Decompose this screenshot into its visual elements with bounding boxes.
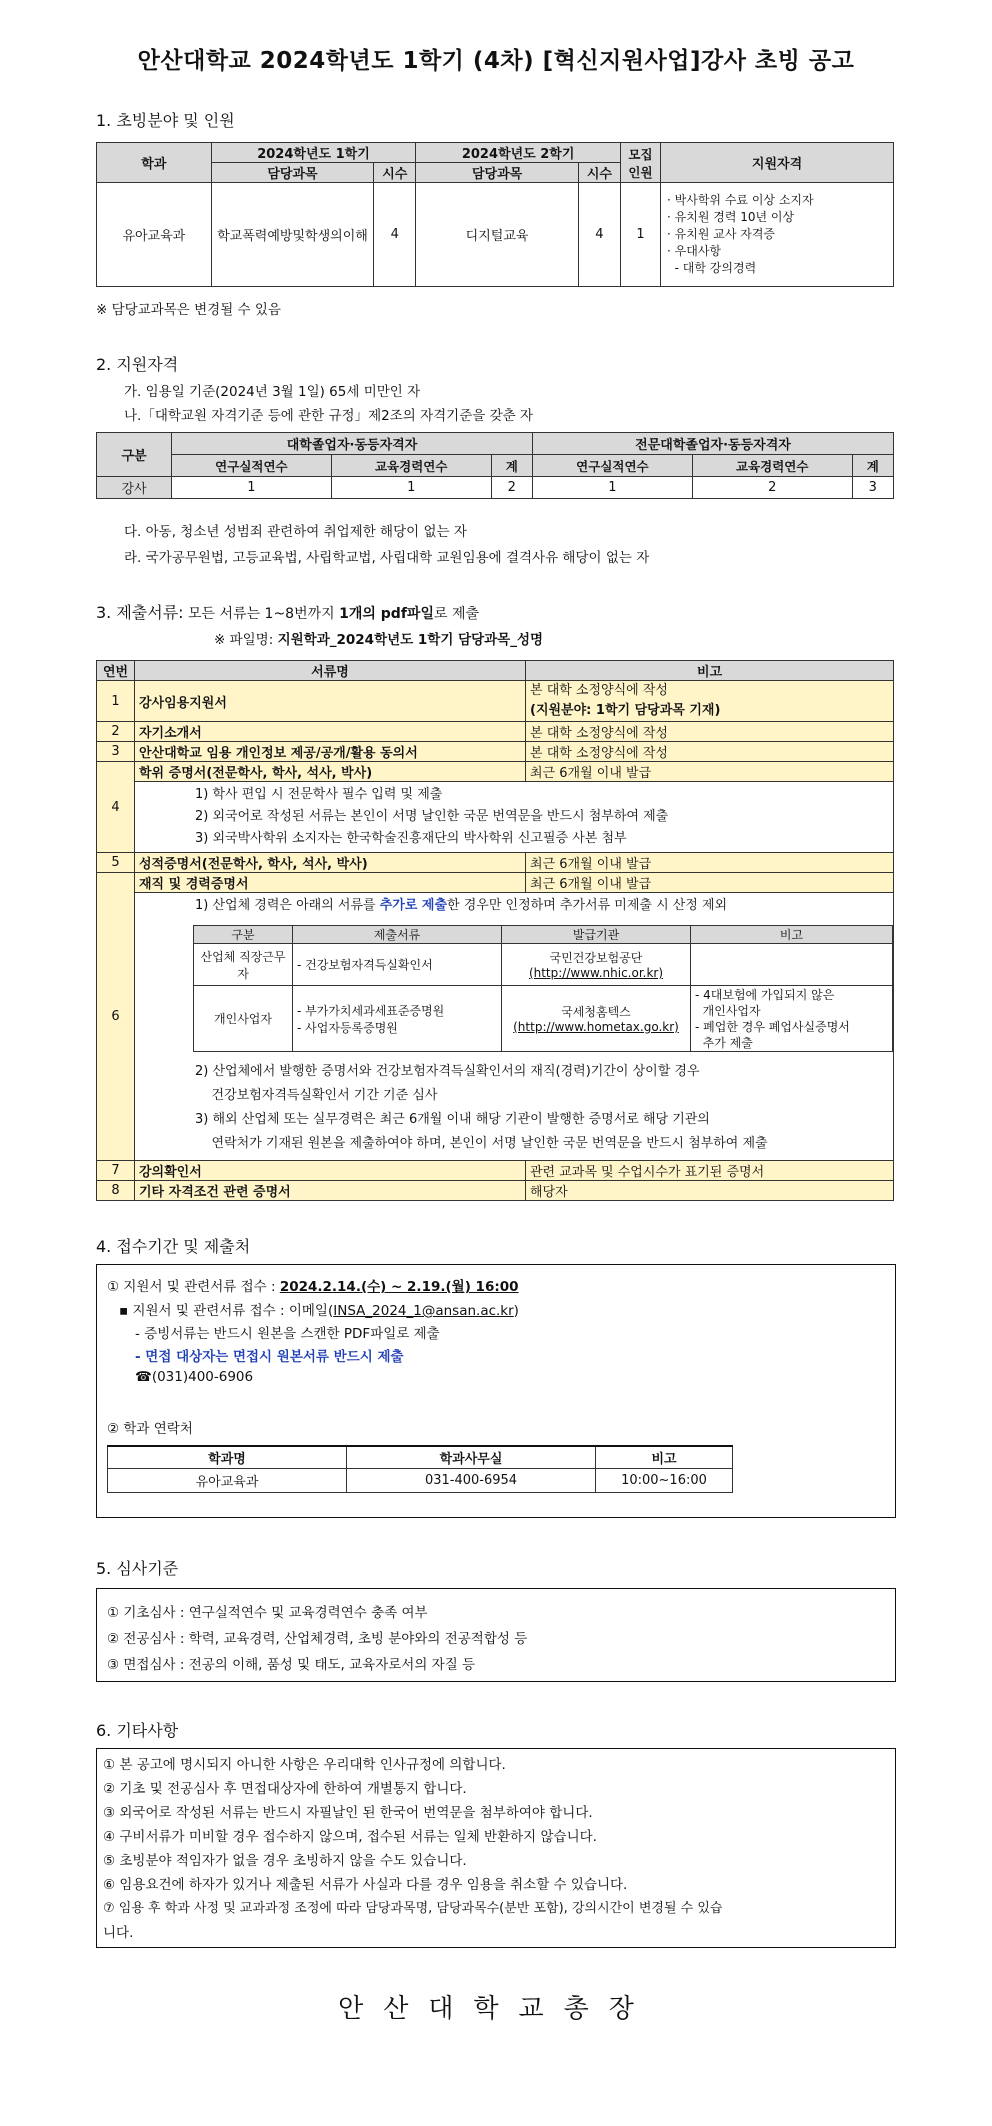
other-box (96, 1748, 896, 1948)
section-3-heading (96, 600, 479, 623)
s6-line7b: 니다. (103, 1925, 134, 1941)
r6-n2a: 2) 산업체에서 발행한 증명서와 건강보험자격득실확인서의 재직(경력)기간이 상이할 경우 (195, 1064, 700, 1079)
r6-doc: 재직 및 경력증명서 (135, 873, 526, 893)
s6-line7a: ⑦ 임용 후 학과 사정 및 교과과정 조정에 따라 담당과목명, 담당과목수(분반 포함), 강의시간이 변경될 수 있습 (103, 1901, 723, 1916)
h-no: 연번 (97, 661, 135, 681)
r4-note: 2) 외국어로 작성된 서류는 본인이 서명 날인한 국문 번역문을 반드시 첨부하여 제출 (195, 809, 669, 824)
r1-no: 1 (97, 681, 135, 722)
r8-no: 8 (97, 1181, 135, 1201)
industry-docs-table (193, 925, 893, 1052)
h-hours1: 시수 (374, 163, 416, 183)
section-1-heading: 1. 초빙분야 및 인원 (96, 111, 235, 130)
h-type: 구분 (97, 433, 172, 477)
r4-doc: 학위 증명서(전문학사, 학사, 석사, 박사) (135, 762, 526, 782)
qual-item: · 유치원 교사 자격증 (667, 227, 776, 241)
cell-hours2: 4 (578, 183, 620, 287)
r2-no: 2 (97, 722, 135, 742)
s4-line1 (107, 1275, 519, 1295)
r5-doc: 성적증명서(전문학사, 학사, 석사, 박사) (135, 853, 526, 873)
documents-table (96, 660, 894, 1201)
submission-box (96, 1264, 896, 1518)
r3-remark: 본 대학 소정양식에 작성 (526, 742, 894, 762)
section-6-heading: 6. 기타사항 (96, 1721, 179, 1740)
ih-agency: 발급기관 (502, 926, 691, 944)
qual-item: - 대학 강의경력 (667, 261, 757, 275)
r6-n1c: 한 경우만 인정하며 추가서류 미제출 시 산정 제외 (447, 898, 728, 913)
r2-doc: 자기소개서 (135, 722, 526, 742)
email-link[interactable]: INSA_2024_1@ansan.ac.kr (333, 1303, 514, 1319)
s4-l2c: ) (513, 1303, 519, 1319)
h-research: 연구실적연수 (172, 455, 332, 477)
r6-remark: 최근 6개월 이내 발급 (526, 873, 894, 893)
h-dept: 학과 (97, 143, 212, 183)
s6-line2: ② 기초 및 전공심사 후 면접대상자에 한하여 개별통지 합니다. (103, 1781, 467, 1797)
h-college: 전문대학졸업자·동등자격자 (533, 433, 894, 455)
s4-l1a: ① 지원서 및 관련서류 접수 : (107, 1279, 280, 1295)
h-edu: 교육경력연수 (331, 455, 491, 477)
r4-no: 4 (97, 762, 135, 853)
s1-note: ※ 담당교과목은 변경될 수 있음 (96, 302, 281, 318)
qual-item: · 유치원 경력 10년 이상 (667, 210, 795, 224)
s6-line3: ③ 외국어로 작성된 서류는 반드시 자필날인 된 한국어 번역문을 첨부하여야 합니다. (103, 1805, 593, 1821)
s3-heading-d: 로 제출 (433, 606, 480, 622)
s5-line2: ② 전공심사 : 학력, 교육경력, 산업체경력, 초빙 분야와의 전공적합성 등 (107, 1631, 528, 1647)
cell-v1: 1 (172, 477, 332, 499)
cell-v3: 2 (491, 477, 532, 499)
r4-notes (135, 782, 894, 853)
i2-agency (502, 986, 691, 1052)
cell-v4: 1 (533, 477, 693, 499)
r7-remark: 관련 교과목 및 수업시수가 표기된 증명서 (526, 1161, 894, 1181)
s3-heading-b: 모든 서류는 1~8번까지 (183, 606, 340, 622)
h-sem1: 2024학년도 1학기 (211, 143, 416, 163)
h-sem2: 2024학년도 2학기 (416, 143, 621, 163)
ih-remark: 비고 (691, 926, 893, 944)
i2-rem: - 4대보험에 가입되지 않은 (695, 987, 835, 1002)
s4-l2a: ▪ 지원서 및 관련서류 접수 : 이메일( (119, 1303, 334, 1319)
s3-heading-a: 3. 제출서류: (96, 603, 184, 622)
h-edu2: 교육경력연수 (692, 455, 852, 477)
cell-course2: 디지털교육 (416, 183, 579, 287)
i2-agency-name: 국세청홈텍스 (561, 1005, 631, 1019)
review-box (96, 1588, 896, 1682)
qualification-table (96, 432, 894, 499)
s4-l1b: 2024.2.14.(수) ~ 2.19.(월) 16:00 (279, 1279, 519, 1295)
page-title: 안산대학교 2024학년도 1학기 (4차) [혁신지원사업]강사 초빙 공고 (137, 48, 855, 74)
s6-line5: ⑤ 초빙분야 적임자가 없을 경우 초빙하지 않을 수도 있습니다. (103, 1853, 467, 1869)
i1-type: 산업체 직장근무자 (194, 944, 293, 986)
h-remark4: 비고 (596, 1446, 733, 1468)
s4-line6: ② 학과 연락처 (107, 1421, 193, 1437)
i2-doc: - 부가가치세과세표준증명원 (297, 1003, 445, 1018)
h-doc: 서류명 (135, 661, 526, 681)
i1-docs: - 건강보험자격득실확인서 (293, 944, 502, 986)
s6-line6: ⑥ 임용요건에 하자가 있거나 제출된 서류가 사실과 다를 경우 임용을 취소할 수 있습니다. (103, 1877, 628, 1893)
r6-n3b: 연락처가 기재된 원본을 제출하여야 하며, 본인이 서명 날인한 국문 번역문을 반드시 첨부하여 제출 (195, 1136, 768, 1151)
h-course2: 담당과목 (416, 163, 579, 183)
s4-line4: - 면접 대상자는 면접시 원본서류 반드시 제출 (135, 1349, 404, 1365)
i2-rem: 추가 제출 (695, 1035, 753, 1050)
section-5-heading: 5. 심사기준 (96, 1559, 179, 1578)
i2-docs (293, 986, 502, 1052)
r7-no: 7 (97, 1161, 135, 1181)
cell-v5: 2 (692, 477, 852, 499)
s4-line2 (119, 1299, 519, 1319)
h-research2: 연구실적연수 (533, 455, 693, 477)
s3-file-a: ※ 파일명: (214, 632, 278, 648)
cell-recruit: 1 (620, 183, 660, 287)
r3-doc: 안산대학교 임용 개인정보 제공/공개/활용 동의서 (135, 742, 526, 762)
r6-notes (135, 893, 894, 1161)
r7-doc: 강의확인서 (135, 1161, 526, 1181)
h-remark: 비고 (526, 661, 894, 681)
h-dept-name: 학과명 (108, 1446, 347, 1468)
issuer-signature: 안산대학교총장 (338, 1994, 654, 2024)
i1-agency-url[interactable]: (http://www.nhic.or.kr) (528, 966, 664, 980)
r4-note: 3) 외국박사학위 소지자는 한국학술진흥재단의 박사학위 신고필증 사본 첨부 (195, 831, 627, 846)
contact-hours: 10:00~16:00 (596, 1468, 733, 1492)
i2-doc: - 사업자등록증명원 (297, 1020, 398, 1035)
s2-item-c: 다. 아동, 청소년 성범죄 관련하여 취업제한 해당이 없는 자 (124, 524, 467, 540)
cell-type: 강사 (97, 477, 172, 499)
s3-file-b: 지원학과_2024학년도 1학기 담당과목_성명 (277, 632, 544, 648)
s2-item-b: 나.「대학교원 자격기준 등에 관한 규정」제2조의 자격기준을 갖춘 자 (124, 408, 533, 424)
i2-remark (691, 986, 893, 1052)
r8-remark: 해당자 (526, 1181, 894, 1201)
qual-item: · 우대사항 (667, 244, 722, 258)
cell-v2: 1 (331, 477, 491, 499)
cell-v6: 3 (852, 477, 893, 499)
contact-phone: 031-400-6954 (347, 1468, 596, 1492)
r6-n2b: 건강보험자격득실확인서 기간 기준 심사 (195, 1088, 438, 1103)
cell-dept: 유아교육과 (97, 183, 212, 287)
h-office: 학과사무실 (347, 1446, 596, 1468)
r6-no: 6 (97, 873, 135, 1161)
s4-line3: - 증빙서류는 반드시 원본을 스캔한 PDF파일로 제출 (135, 1326, 440, 1342)
s3-filename (214, 628, 543, 648)
s6-line4: ④ 구비서류가 미비할 경우 접수하지 않으며, 접수된 서류는 일체 반환하지 않습니다. (103, 1829, 597, 1845)
ih-type: 구분 (194, 926, 293, 944)
s4-phone: ☎(031)400-6906 (135, 1369, 254, 1385)
r6-note1 (195, 895, 893, 917)
i1-agency-name: 국민건강보험공단 (549, 951, 643, 965)
r6-note2 (195, 1060, 893, 1156)
i1-agency (502, 944, 691, 986)
s2-item-a: 가. 임용일 기준(2024년 3월 1일) 65세 미만인 자 (124, 384, 421, 400)
s5-line1: ① 기초심사 : 연구실적연수 및 교육경력연수 충족 여부 (107, 1605, 428, 1621)
h-qual: 지원자격 (661, 143, 894, 183)
s5-line3: ③ 면접심사 : 전공의 이해, 품성 및 태도, 교육자로서의 자질 등 (107, 1657, 476, 1673)
cell-qualifications (661, 183, 894, 287)
section-4-heading: 4. 접수기간 및 제출처 (96, 1237, 251, 1256)
r3-no: 3 (97, 742, 135, 762)
r5-no: 5 (97, 853, 135, 873)
r5-remark: 최근 6개월 이내 발급 (526, 853, 894, 873)
i2-rem: - 폐업한 경우 폐업사실증명서 (695, 1019, 850, 1034)
r1-doc: 강사임용지원서 (135, 681, 526, 722)
r4-remark: 최근 6개월 이내 발급 (526, 762, 894, 782)
h-recruit: 모집인원 (620, 143, 660, 183)
r4-note: 1) 학사 편입 시 전문학사 필수 입력 및 제출 (195, 787, 443, 802)
h-univ: 대학졸업자·동등자격자 (172, 433, 533, 455)
section-2-heading: 2. 지원자격 (96, 355, 179, 374)
contact-table (107, 1445, 733, 1493)
cell-course1: 학교폭력예방및학생의이해 (211, 183, 374, 287)
s2-item-d: 라. 국가공무원법, 고등교육법, 사립학교법, 사립대학 교원임용에 결격사유 해당이 없는 자 (124, 550, 650, 566)
contact-dept: 유아교육과 (108, 1468, 347, 1492)
r1-rem1: 본 대학 소정양식에 작성 (530, 683, 668, 698)
s6-line1: ① 본 공고에 명시되지 아니한 사항은 우리대학 인사규정에 의합니다. (103, 1757, 506, 1773)
cell-hours1: 4 (374, 183, 416, 287)
r1-rem2: (지원분야: 1학기 담당과목 기재) (530, 703, 721, 718)
i2-agency-url[interactable]: (http://www.hometax.go.kr) (513, 1020, 679, 1034)
r6-n1a: 1) 산업체 경력은 아래의 서류를 (195, 898, 380, 913)
i1-remark (691, 944, 893, 986)
r6-n1b: 추가로 제출 (379, 898, 448, 913)
r8-doc: 기타 자격조건 관련 증명서 (135, 1181, 526, 1201)
recruit-table (96, 142, 894, 287)
qual-item: · 박사학위 수료 이상 소지자 (667, 193, 814, 207)
r6-n3a: 3) 해외 산업체 또는 실무경력은 최근 6개월 이내 해당 기관이 발행한 증명서로 해당 기관의 (195, 1112, 710, 1127)
s3-heading-c: 1개의 pdf파일 (339, 606, 434, 622)
r1-remark (526, 681, 894, 722)
h-total: 계 (491, 455, 532, 477)
r2-remark: 본 대학 소정양식에 작성 (526, 722, 894, 742)
h-total2: 계 (852, 455, 893, 477)
h-hours2: 시수 (578, 163, 620, 183)
i2-type: 개인사업자 (194, 986, 293, 1052)
i2-rem: 개인사업자 (695, 1003, 761, 1018)
ih-docs: 제출서류 (293, 926, 502, 944)
h-course1: 담당과목 (211, 163, 374, 183)
